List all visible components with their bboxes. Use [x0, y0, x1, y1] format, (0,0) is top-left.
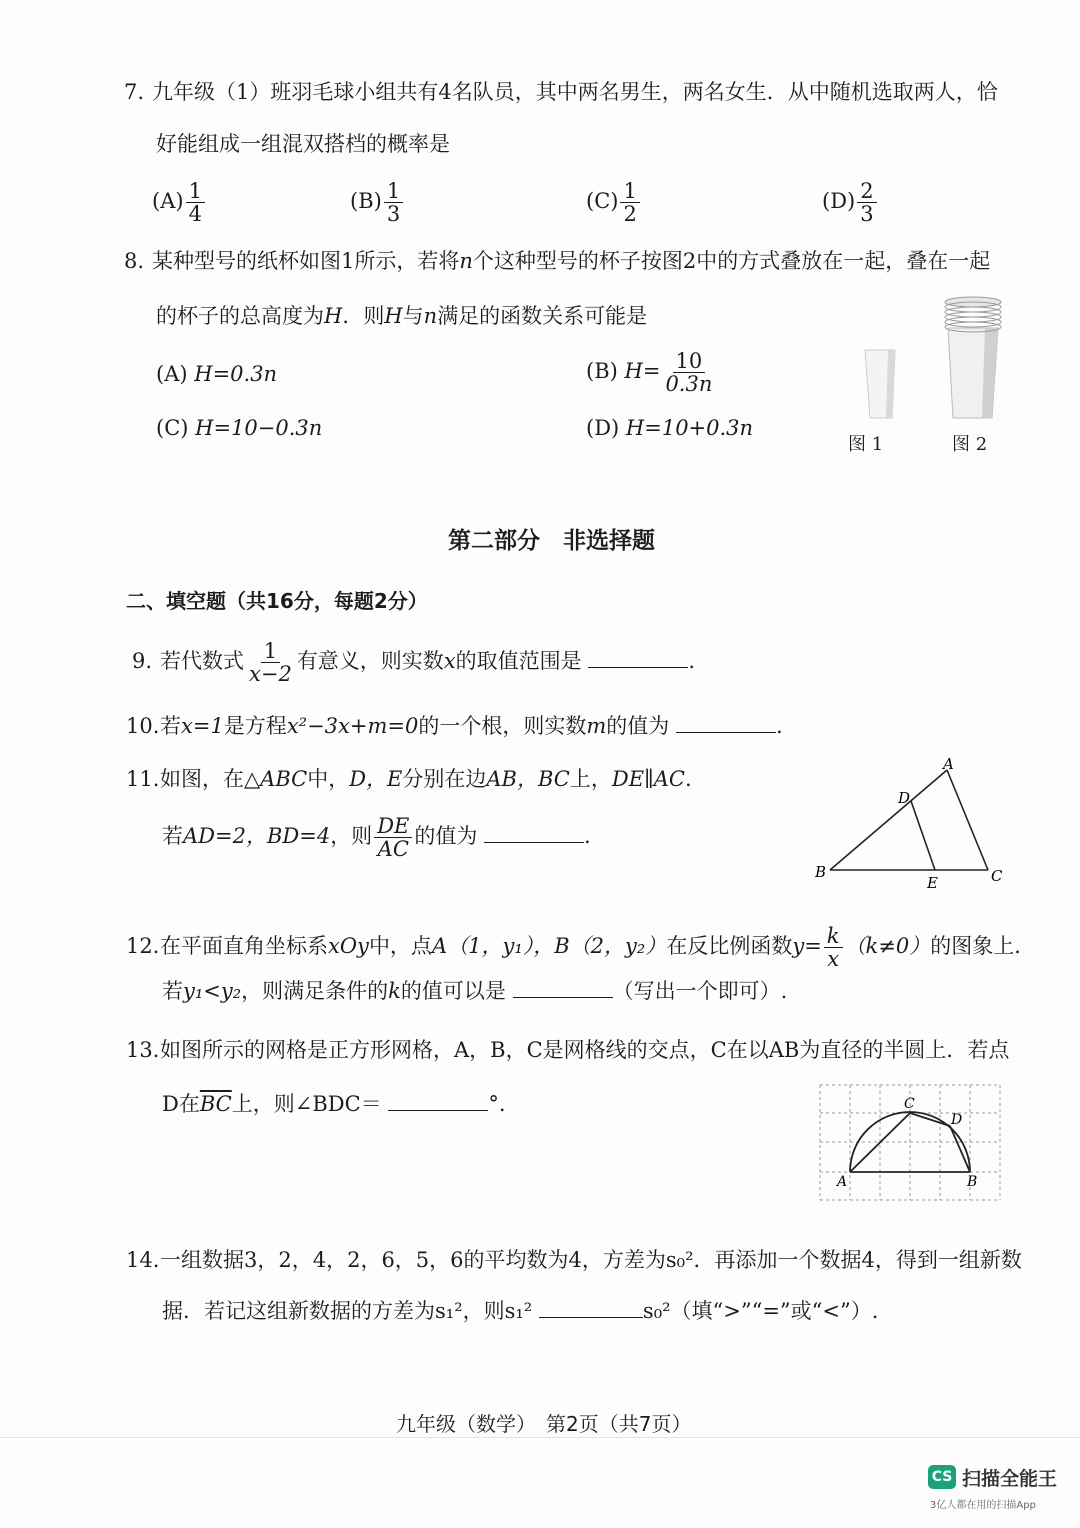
q13-answer-blank	[388, 1088, 488, 1111]
q11-answer-blank	[484, 820, 584, 843]
q10-answer-blank	[676, 710, 776, 733]
q13-grid-figure	[815, 1080, 1005, 1205]
q12-line1: 12.在平面直角坐标系xOy中，点A（1，y₁），B（2，y₂）在反比例函数y= $\frac{k}{x}$ （k≠0）的图象上．	[126, 924, 1036, 972]
label-d: D	[898, 789, 911, 807]
page-footer: 九年级（数学） 第2页（共7页）	[396, 1412, 692, 1436]
label-d: D	[951, 1112, 963, 1128]
label-a: A	[943, 755, 954, 773]
fig1-caption: 图 1	[848, 434, 884, 455]
q12-answer-blank	[513, 975, 613, 998]
camscanner-name: 扫描全能王	[962, 1468, 1058, 1490]
q11-triangle-figure	[805, 755, 1015, 895]
side-ac	[947, 770, 988, 870]
label-e: E	[927, 874, 938, 892]
cup-figure-1	[865, 350, 895, 418]
q14-line1: 14.一组数据3，2，4，2，6，5，6的平均数为4，方差为s₀²．再添加一个数据4，得到一组新数	[126, 1248, 1022, 1272]
q8-option-b: (B) H= $\frac{10}{0.3n}$	[586, 349, 713, 397]
fig2-caption: 图 2	[952, 434, 988, 455]
cup-figures	[840, 290, 1020, 430]
q13-line2: D在$\overline{BC}$上，则∠BDC＝ °.	[162, 1088, 506, 1118]
label-c: C	[991, 867, 1003, 885]
q7-option-a: (A) $\frac{1}{4}$	[152, 180, 207, 225]
q11-line2: 若AD=2，BD=4，则 $\frac{DE}{AC}$ 的值为 .	[162, 814, 591, 862]
q8-option-a: (A) H=0.3n	[156, 362, 278, 386]
q9-answer-blank	[588, 645, 688, 668]
arc-bc: $\overline{BC}$	[199, 1092, 232, 1116]
q7-option-c: (C) $\frac{1}{2}$	[586, 180, 642, 225]
camscanner-logo: CS	[928, 1465, 956, 1489]
label-b: B	[967, 1174, 978, 1190]
section2-heading: 二、填空题（共16分，每题2分）	[126, 589, 428, 613]
q12-line2: 若y₁<y₂，则满足条件的k的值可以是 （写出一个即可）.	[162, 975, 787, 1005]
cup-figure-2	[945, 297, 1001, 418]
q8-option-d: (D) H=10+0.3n	[586, 416, 754, 440]
label-b: B	[815, 863, 827, 881]
q8-line2: 的杯子的总高度为H．则H与n满足的函数关系可能是	[156, 304, 648, 328]
segment-db	[950, 1126, 970, 1172]
q7-line1: 7. 九年级（1）班羽毛球小组共有4名队员，其中两名男生，两名女生．从中随机选取两人，恰	[123, 80, 998, 104]
q7-option-b: (B) $\frac{1}{3}$	[350, 180, 405, 225]
q7-line2: 好能组成一组混双搭档的概率是	[156, 132, 450, 156]
camscanner-tagline: 3亿人都在用的扫描App	[930, 1500, 1036, 1511]
q8-option-c: (C) H=10−0.3n	[156, 416, 323, 440]
part2-title: 第二部分 非选择题	[448, 528, 655, 554]
q13-line1: 13.如图所示的网格是正方形网格，A，B，C是网格线的交点，C在以AB为直径的半圆上．若点	[126, 1038, 1010, 1062]
label-c: C	[904, 1096, 915, 1112]
segment-de	[911, 801, 935, 870]
q14-answer-blank	[539, 1295, 643, 1318]
q11-line1: 11.如图，在△ABC中，D，E分别在边AB，BC上，DE∥AC.	[126, 767, 692, 791]
q10: 10.若x=1是方程x²−3x+m=0的一个根，则实数m的值为 .	[126, 710, 783, 740]
q14-line2: 据．若记这组新数据的方差为s₁²，则s₁² s₀²（填“>”“=”或“<”）.	[162, 1295, 878, 1325]
q8-line1: 8. 某种型号的纸杯如图1所示，若将n个这种型号的杯子按图2中的方式叠放在一起，叠在一起	[123, 249, 991, 273]
footer-divider	[0, 1437, 1080, 1438]
q7-option-d: (D) $\frac{2}{3}$	[822, 180, 879, 225]
label-a: A	[837, 1174, 848, 1190]
q9: 9. 若代数式 $\frac{1}{x-2}$ 有意义，则实数x的取值范围是 .	[131, 639, 696, 687]
